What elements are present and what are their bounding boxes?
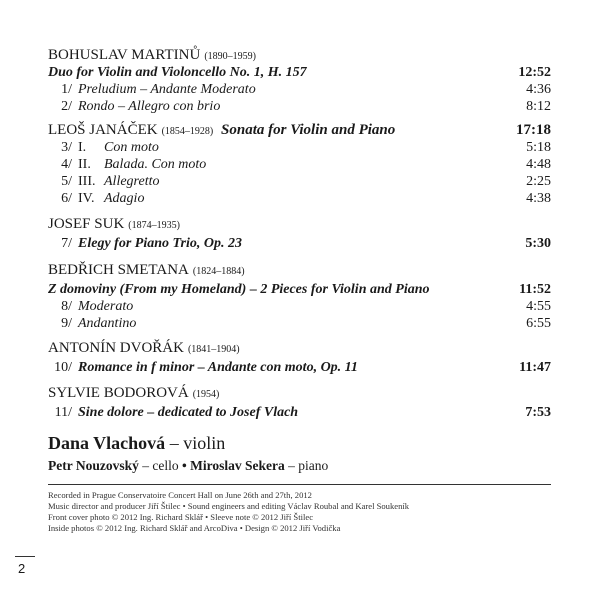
supporting-performers (48, 458, 328, 474)
track-duration: 2:25 (526, 174, 551, 189)
track-row (48, 173, 551, 190)
track-duration: 7:53 (525, 405, 551, 420)
track-duration: 4:38 (526, 191, 551, 206)
movement-numeral: II. (78, 157, 91, 172)
track-number: 10/ (54, 360, 72, 375)
page-number-rule (15, 556, 35, 557)
composer-name: LEOŠ JANÁČEK (48, 122, 158, 138)
composer-dates: (1854–1928) (161, 126, 214, 137)
track-title: Moderato (78, 299, 134, 314)
credit-line: Front cover photo © 2012 Ing. Richard Sklář • Sleeve note © 2012 Jiří Štilec (48, 512, 314, 522)
bullet-separator: • (182, 458, 187, 473)
main-performer-role: – violin (165, 433, 226, 453)
movement-numeral: III. (78, 174, 96, 189)
track-row (48, 139, 551, 156)
track-title: Elegy for Piano Trio, Op. 23 (78, 236, 242, 251)
composer-heading (48, 262, 551, 279)
section-janacek (48, 122, 551, 207)
work-line (48, 281, 551, 298)
track-duration: 4:55 (526, 299, 551, 314)
track-number: 3/ (61, 140, 72, 155)
track-title: Sine dolore – dedicated to Josef Vlach (78, 405, 299, 420)
track-number: 11/ (54, 405, 72, 420)
work-title: Sonata for Violin and Piano (221, 122, 396, 138)
track-title: Balada. Con moto (104, 157, 207, 172)
credit-line: Inside photos © 2012 Ing. Richard Sklář and ArcoDiva • Design © 2012 Jiří Vodička (48, 523, 341, 533)
pianist-role: – piano (284, 458, 329, 473)
track-duration: 8:12 (526, 99, 551, 114)
composer-heading (48, 47, 551, 64)
track-number: 7/ (61, 236, 72, 251)
track-duration: 6:55 (526, 316, 551, 331)
credits (48, 490, 409, 534)
pianist-name: Miroslav Sekera (190, 458, 285, 473)
track-row (48, 404, 551, 421)
track-row (48, 156, 551, 173)
track-title: Allegretto (104, 174, 160, 189)
composer-heading (48, 340, 551, 357)
track-number: 1/ (61, 82, 72, 97)
work-line (48, 64, 551, 81)
track-duration: 5:18 (526, 140, 551, 155)
track-number: 6/ (61, 191, 72, 206)
track-number: 9/ (61, 316, 72, 331)
cellist-role: – cello (138, 458, 182, 473)
track-title: Preludium – Andante Moderato (78, 82, 256, 97)
composer-heading (48, 216, 551, 233)
main-performer (48, 432, 225, 454)
work-duration: 12:52 (518, 65, 551, 80)
track-title: Rondo – Allegro con brio (78, 99, 221, 114)
section-bodorova (48, 385, 551, 421)
composer-heading (48, 385, 551, 402)
composer-dates: (1824–1884) (192, 266, 245, 277)
composer-dates: (1874–1935) (128, 220, 180, 231)
work-title: Duo for Violin and Violoncello No. 1, H. 157 (48, 65, 307, 80)
composer-heading (48, 122, 551, 139)
track-duration: 4:48 (526, 157, 551, 172)
movement-numeral: IV. (78, 191, 95, 206)
composer-name: JOSEF SUK (48, 216, 125, 232)
composer-dates: (1954) (192, 389, 220, 400)
track-row (48, 190, 551, 207)
track-row (48, 98, 551, 115)
track-number: 4/ (61, 157, 72, 172)
section-suk (48, 216, 551, 252)
cellist-name: Petr Nouzovský (48, 458, 139, 473)
track-title: Adagio (104, 191, 145, 206)
track-number: 5/ (61, 174, 72, 189)
track-duration: 5:30 (525, 236, 551, 251)
track-row (48, 235, 551, 252)
track-row (48, 315, 551, 332)
page-number: 2 (18, 561, 26, 576)
composer-name: ANTONÍN DVOŘÁK (48, 340, 184, 356)
track-duration: 11:47 (519, 360, 551, 375)
work-duration: 17:18 (516, 122, 551, 138)
section-martinu (48, 47, 551, 115)
section-smetana (48, 262, 551, 332)
work-title: Z domoviny (From my Homeland) – 2 Pieces for Violin and Piano (48, 282, 430, 297)
main-performer-name: Dana Vlachová (48, 433, 166, 453)
composer-dates: (1841–1904) (187, 344, 240, 355)
track-title: Romance in f minor – Andante con moto, Op. 11 (78, 360, 358, 375)
work-duration: 11:52 (519, 282, 551, 297)
track-number: 2/ (61, 99, 72, 114)
track-number: 8/ (61, 299, 72, 314)
divider (48, 484, 551, 485)
track-row (48, 81, 551, 98)
track-duration: 4:36 (526, 82, 551, 97)
track-row (48, 359, 551, 376)
track-title: Con moto (104, 140, 159, 155)
credit-line: Recorded in Prague Conservatoire Concert Hall on June 26th and 27th, 2012 (48, 490, 312, 500)
composer-name: BOHUSLAV MARTINŮ (48, 47, 201, 63)
composer-dates: (1890–1959) (204, 51, 256, 62)
composer-name: BEDŘICH SMETANA (48, 262, 189, 278)
section-dvorak (48, 340, 551, 376)
composer-name: SYLVIE BODOROVÁ (48, 385, 189, 401)
track-row (48, 298, 551, 315)
credit-line: Music director and producer Jiří Štilec • Sound engineers and editing Václav Roubal and Karel Soukeník (48, 501, 410, 511)
track-title: Andantino (78, 316, 137, 331)
movement-numeral: I. (78, 140, 87, 155)
